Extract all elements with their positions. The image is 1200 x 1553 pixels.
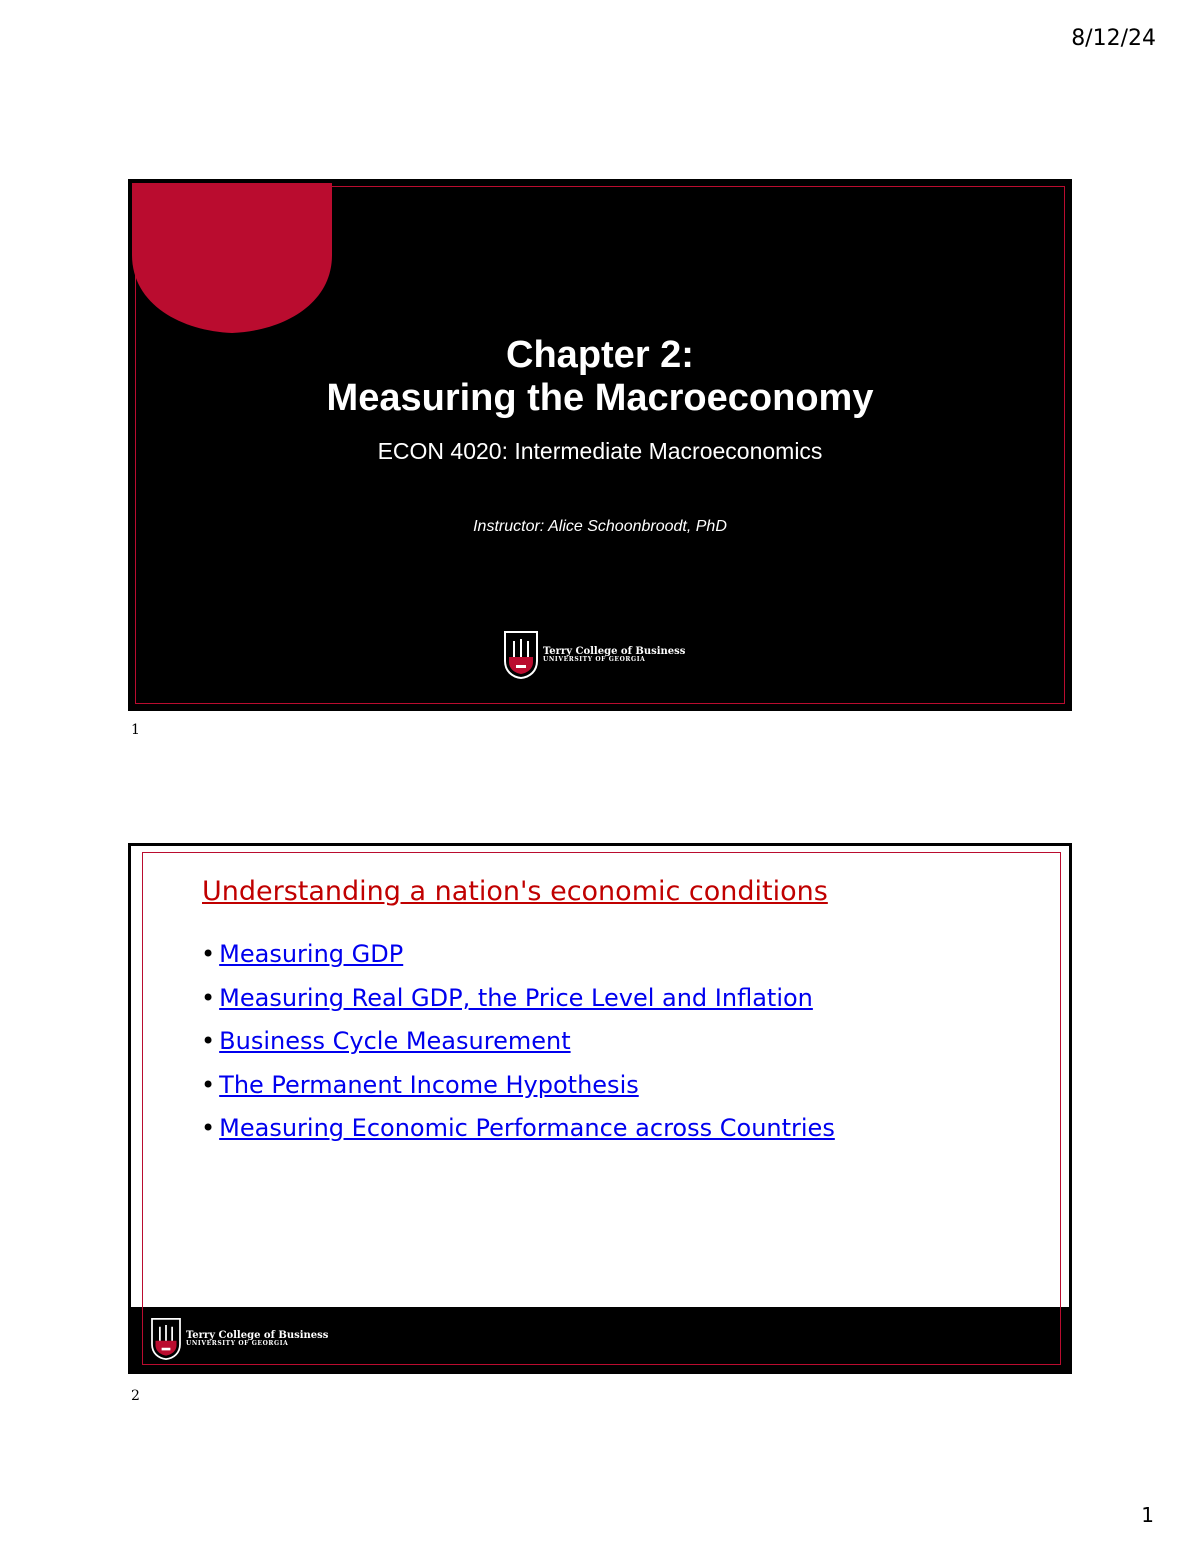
- slide-2: [128, 843, 1072, 1374]
- list-item: • Business Cycle Measurement: [201, 1027, 571, 1055]
- page-date: 8/12/24: [1071, 26, 1156, 51]
- shield-icon: [504, 631, 538, 679]
- slide-subtitle: ECON 4020: Intermediate Macroeconomics: [377, 438, 823, 464]
- slide-number: 2: [131, 1388, 140, 1404]
- topic-link[interactable]: Measuring GDP: [219, 940, 404, 968]
- slide-title: Chapter 2: Measuring the Macroeconomy: [326, 334, 874, 419]
- list-item: • Measuring Economic Performance across Countries: [201, 1114, 835, 1142]
- page-number: 1: [1141, 1503, 1154, 1527]
- shield-graphic: [132, 183, 332, 335]
- logo-college-name: Terry College of Business: [543, 646, 686, 658]
- topic-link[interactable]: Measuring Economic Performance across Countries: [219, 1114, 835, 1142]
- terry-college-logo: [151, 1318, 328, 1360]
- shield-icon: [151, 1318, 181, 1360]
- terry-college-logo: [504, 631, 685, 679]
- topic-list: [201, 940, 835, 1158]
- topic-link[interactable]: Business Cycle Measurement: [219, 1027, 571, 1055]
- instructor-name: Instructor: Alice Schoonbroodt, PhD: [473, 518, 727, 535]
- topic-link[interactable]: The Permanent Income Hypothesis: [219, 1070, 639, 1099]
- list-item: • The Permanent Income Hypothesis: [201, 1070, 639, 1099]
- slide-heading[interactable]: Understanding a nation's economic conditions: [202, 876, 828, 907]
- logo-college-name: Terry College of Business: [186, 1330, 329, 1342]
- slide-1: [128, 179, 1072, 711]
- logo-university-name: UNIVERSITY OF GEORGIA: [186, 1340, 289, 1348]
- slide-number: 1: [131, 722, 140, 738]
- logo-university-name: UNIVERSITY OF GEORGIA: [543, 656, 646, 664]
- list-item: • Measuring Real GDP, the Price Level and Inflation: [201, 983, 813, 1012]
- topic-link[interactable]: Measuring Real GDP, the Price Level and Inflation: [219, 983, 813, 1012]
- list-item: • Measuring GDP: [201, 940, 404, 968]
